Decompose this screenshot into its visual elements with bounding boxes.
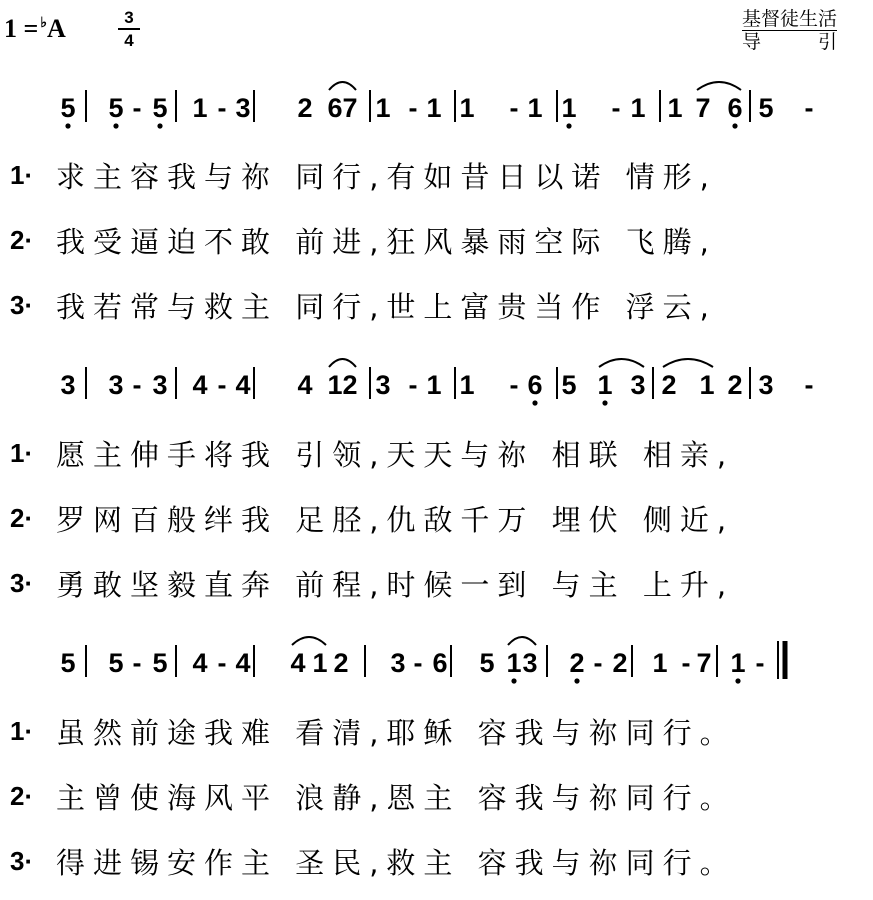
lyric-text: 得进锡安作主 圣民,救主 容我与祢同行。 bbox=[56, 845, 737, 880]
octave-dot bbox=[732, 123, 737, 128]
key-letter: A bbox=[46, 14, 66, 43]
dash-note: - bbox=[804, 93, 814, 123]
note: 2 bbox=[727, 370, 743, 400]
time-bottom: 4 bbox=[124, 31, 134, 50]
slur bbox=[508, 637, 536, 645]
lyric-line bbox=[10, 155, 717, 195]
octave-dot bbox=[65, 123, 70, 128]
note: 5 bbox=[152, 93, 168, 123]
lyric-text: 我受逼迫不敢 前进,狂风暴雨空际 飞腾, bbox=[56, 224, 717, 259]
lyric-text: 勇敢坚毅直奔 前程,时候一到 与主 上升, bbox=[56, 567, 735, 602]
note: 1 bbox=[312, 648, 328, 678]
note: 5 bbox=[60, 93, 76, 123]
lyric-line bbox=[10, 711, 737, 751]
note: 6 bbox=[727, 93, 743, 123]
note: 4 bbox=[235, 648, 251, 678]
dash-note: - bbox=[611, 93, 621, 123]
note: 3 bbox=[235, 93, 251, 123]
dash-note: - bbox=[755, 648, 765, 678]
note: 5 bbox=[60, 648, 76, 678]
source-line-2b: 引 bbox=[817, 31, 837, 53]
note: 1 bbox=[192, 93, 208, 123]
slur bbox=[663, 359, 713, 367]
octave-dot bbox=[532, 400, 537, 405]
note: 3 bbox=[152, 370, 168, 400]
flat-sign: ♭ bbox=[40, 16, 47, 31]
notation-line-3 bbox=[0, 635, 873, 685]
lyric-text: 求主容我与祢 同行,有如昔日以诺 情形, bbox=[56, 159, 717, 194]
slur bbox=[292, 637, 326, 645]
verse-number: 1· bbox=[10, 715, 34, 746]
dash-note: - bbox=[217, 370, 227, 400]
note: 4 bbox=[290, 648, 306, 678]
note: 1 bbox=[375, 93, 391, 123]
dash-note: - bbox=[408, 93, 418, 123]
note: 3 bbox=[630, 370, 646, 400]
note: 3 bbox=[108, 370, 124, 400]
note: 3 bbox=[375, 370, 391, 400]
note: 1 bbox=[667, 93, 683, 123]
note: 6 bbox=[327, 93, 343, 123]
lyric-line bbox=[10, 220, 717, 260]
note: 1 bbox=[426, 370, 442, 400]
note: 2 bbox=[333, 648, 349, 678]
note: 3 bbox=[758, 370, 774, 400]
octave-dot bbox=[511, 678, 516, 683]
note: 1 bbox=[506, 648, 522, 678]
octave-dot bbox=[113, 123, 118, 128]
verse-number: 1· bbox=[10, 437, 34, 468]
verse-number: 3· bbox=[10, 567, 34, 598]
note: 2 bbox=[297, 93, 313, 123]
octave-dot bbox=[602, 400, 607, 405]
octave-dot bbox=[574, 678, 579, 683]
note: 5 bbox=[561, 370, 577, 400]
lyric-line bbox=[10, 563, 734, 603]
verse-number: 3· bbox=[10, 289, 34, 320]
note: 3 bbox=[390, 648, 406, 678]
dash-note: - bbox=[217, 93, 227, 123]
note: 6 bbox=[432, 648, 448, 678]
note: 4 bbox=[192, 370, 208, 400]
lyric-line bbox=[10, 498, 734, 538]
note: 2 bbox=[661, 370, 677, 400]
note: 2 bbox=[342, 370, 358, 400]
note: 3 bbox=[522, 648, 538, 678]
dash-note: - bbox=[593, 648, 603, 678]
note: 7 bbox=[696, 648, 712, 678]
note: 1 bbox=[561, 93, 577, 123]
dash-note: - bbox=[804, 370, 814, 400]
time-divider bbox=[118, 28, 140, 30]
verse-number: 3· bbox=[10, 845, 34, 876]
lyric-text: 我若常与救主 同行,世上富贵当作 浮云, bbox=[56, 289, 717, 324]
slur bbox=[329, 82, 356, 90]
note: 5 bbox=[108, 93, 124, 123]
notation-svg-1 bbox=[0, 80, 873, 130]
verse-number: 2· bbox=[10, 224, 34, 255]
note: 1 bbox=[426, 93, 442, 123]
note: 1 bbox=[327, 370, 343, 400]
lyric-line bbox=[10, 841, 737, 881]
dash-note: - bbox=[132, 648, 142, 678]
slur bbox=[697, 82, 741, 90]
key-prefix: 1 = bbox=[4, 14, 39, 43]
time-top: 3 bbox=[124, 8, 134, 27]
notation-svg-3 bbox=[0, 635, 873, 685]
note: 5 bbox=[758, 93, 774, 123]
note: 4 bbox=[235, 370, 251, 400]
note: 6 bbox=[527, 370, 543, 400]
verse-number: 2· bbox=[10, 502, 34, 533]
dash-note: - bbox=[681, 648, 691, 678]
note: 3 bbox=[60, 370, 76, 400]
lyric-text: 愿主伸手将我 引领,天天与祢 相联 相亲, bbox=[56, 437, 735, 472]
verse-number: 1· bbox=[10, 159, 34, 190]
notation-line-1 bbox=[0, 80, 873, 130]
note: 2 bbox=[612, 648, 628, 678]
dash-note: - bbox=[408, 370, 418, 400]
dash-note: - bbox=[132, 93, 142, 123]
note: 5 bbox=[108, 648, 124, 678]
lyric-text: 罗网百般绊我 足胫,仇敌千万 埋伏 侧近, bbox=[56, 502, 735, 537]
source-line-1: 基督徒生活 bbox=[741, 8, 837, 30]
slur bbox=[599, 359, 644, 367]
note: 7 bbox=[695, 93, 711, 123]
source-line-2a: 导 bbox=[741, 31, 761, 53]
lyric-text: 虽然前途我难 看清,耶稣 容我与祢同行。 bbox=[56, 715, 737, 750]
dash-note: - bbox=[509, 93, 519, 123]
note: 5 bbox=[152, 648, 168, 678]
note: 1 bbox=[459, 93, 475, 123]
dash-note: - bbox=[217, 648, 227, 678]
note: 1 bbox=[527, 93, 543, 123]
octave-dot bbox=[735, 678, 740, 683]
time-signature bbox=[118, 8, 140, 50]
dash-note: - bbox=[413, 648, 423, 678]
source-line-2 bbox=[742, 30, 837, 53]
octave-dot bbox=[157, 123, 162, 128]
note: 1 bbox=[597, 370, 613, 400]
verse-number: 2· bbox=[10, 780, 34, 811]
key-signature bbox=[4, 14, 66, 44]
note: 5 bbox=[479, 648, 495, 678]
notation-line-2 bbox=[0, 357, 873, 407]
note: 1 bbox=[730, 648, 746, 678]
notation-svg-2 bbox=[0, 357, 873, 407]
slur bbox=[329, 359, 356, 367]
note: 1 bbox=[459, 370, 475, 400]
dash-note: - bbox=[132, 370, 142, 400]
octave-dot bbox=[566, 123, 571, 128]
dash-note: - bbox=[509, 370, 519, 400]
note: 1 bbox=[652, 648, 668, 678]
note: 2 bbox=[569, 648, 585, 678]
note: 4 bbox=[192, 648, 208, 678]
note: 7 bbox=[342, 93, 358, 123]
note: 4 bbox=[297, 370, 313, 400]
source-label bbox=[742, 8, 837, 53]
note: 1 bbox=[630, 93, 646, 123]
lyric-line bbox=[10, 776, 737, 816]
lyric-line bbox=[10, 433, 734, 473]
lyric-line bbox=[10, 285, 717, 325]
lyric-text: 主曾使海风平 浪静,恩主 容我与祢同行。 bbox=[56, 780, 737, 815]
note: 1 bbox=[699, 370, 715, 400]
